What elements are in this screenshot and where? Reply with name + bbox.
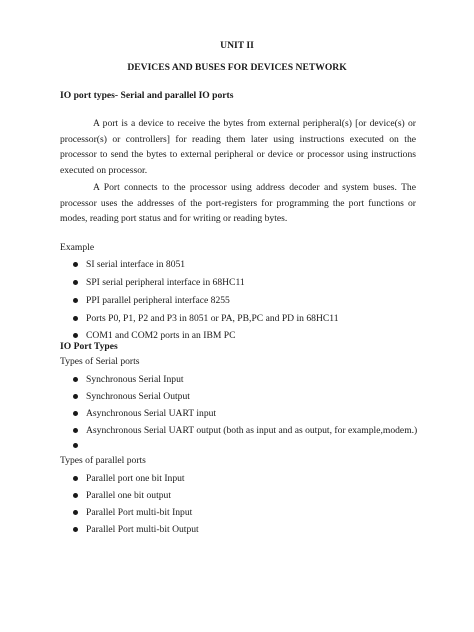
list-item-text: SPI serial peripheral interface in 68HC11 bbox=[86, 277, 245, 288]
bullet-icon bbox=[73, 298, 78, 303]
bullet-icon bbox=[73, 316, 78, 321]
list-item-text: PPI parallel peripheral interface 8255 bbox=[86, 295, 230, 306]
list-item-text: Asynchronous Serial UART input bbox=[86, 408, 217, 419]
unit-heading: UNIT II bbox=[220, 40, 254, 51]
bullet-icon bbox=[73, 280, 78, 285]
paragraph-port-connection: A Port connects to the processor using address decoder and system buses. The processor uses the addresses of the port-registers for programming the port functions or modes, reading port status and for writing or reading bytes. bbox=[60, 182, 416, 225]
list-item-text: Synchronous Serial Input bbox=[86, 374, 184, 385]
bullet-icon bbox=[73, 377, 78, 382]
list-item-text: Parallel Port multi-bit Input bbox=[86, 507, 193, 518]
bullet-icon bbox=[73, 493, 78, 498]
bullet-icon bbox=[73, 443, 78, 448]
bullet-icon bbox=[73, 428, 78, 433]
document-title: DEVICES AND BUSES FOR DEVICES NETWORK bbox=[127, 62, 347, 73]
list-item-text: Parallel one bit output bbox=[86, 490, 171, 501]
list-item-text: Synchronous Serial Output bbox=[86, 391, 190, 402]
bullet-icon bbox=[73, 394, 78, 399]
bullet-icon bbox=[73, 510, 78, 515]
list-item-text: SI serial interface in 8051 bbox=[86, 259, 186, 270]
list-item-text: Ports P0, P1, P2 and P3 in 8051 or PA, PB,PC and PD in 68HC11 bbox=[86, 313, 339, 324]
serial-ports-label: Types of Serial ports bbox=[60, 356, 140, 367]
list-item-text: Parallel port one bit Input bbox=[86, 473, 185, 484]
io-port-types-heading: IO Port Types bbox=[60, 341, 118, 352]
example-label: Example bbox=[60, 242, 95, 253]
bullet-icon bbox=[73, 527, 78, 532]
list-item-text: COM1 and COM2 ports in an IBM PC bbox=[86, 330, 236, 341]
list-item-text: Parallel Port multi-bit Output bbox=[86, 524, 199, 535]
parallel-ports-label: Types of parallel ports bbox=[60, 455, 146, 466]
list-item-text: Asynchronous Serial UART output (both as input and as output, for example,modem.) bbox=[86, 425, 418, 436]
bullet-icon bbox=[73, 476, 78, 481]
bullet-icon bbox=[73, 333, 78, 338]
bullet-icon bbox=[73, 262, 78, 267]
paragraph-port-definition: A port is a device to receive the bytes from external peripheral(s) [or device(s) or processor(s) or controllers] for reading them later using instructions executed on the processor to send the bytes to external peripheral or device or processor using instructions executed on processor. bbox=[60, 118, 416, 176]
bullet-icon bbox=[73, 411, 78, 416]
section-heading: IO port types- Serial and parallel IO ports bbox=[60, 90, 234, 101]
